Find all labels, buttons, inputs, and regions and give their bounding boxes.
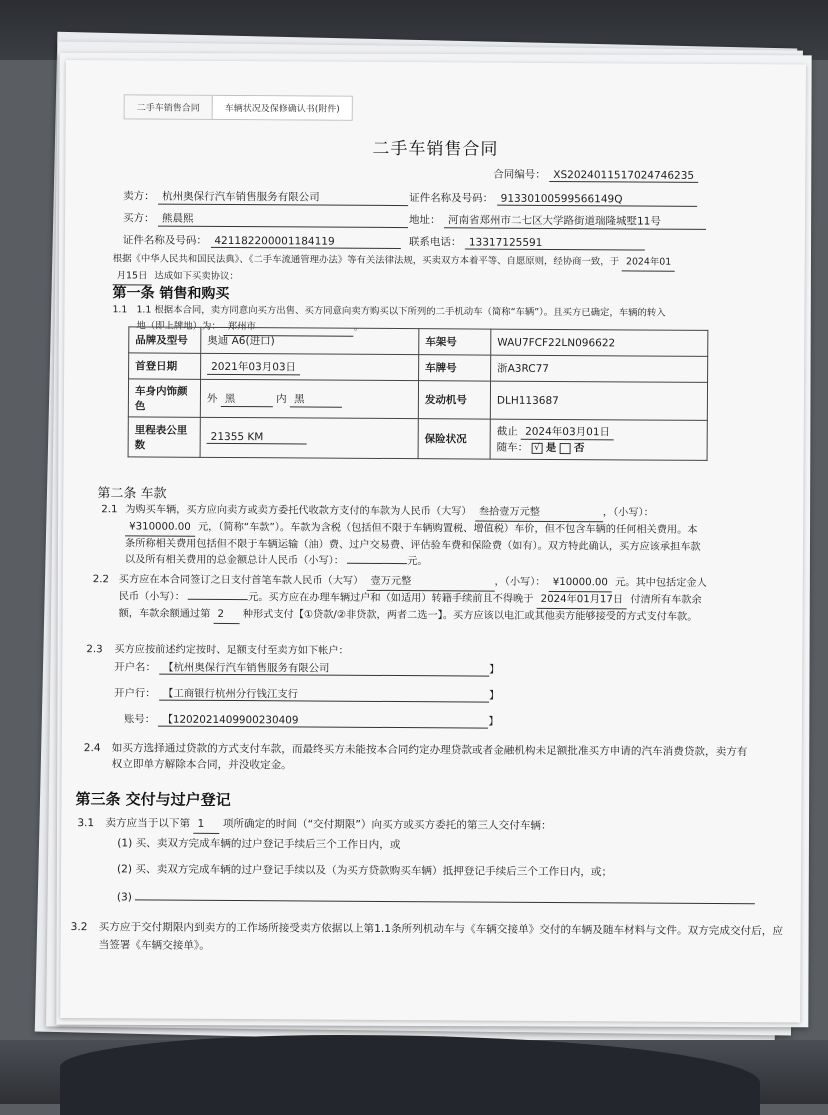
clause-3-2-text: 买方应于交付期限内到卖方的工作场所接受卖方依据以上第1.1条所列机动车与《车辆交接单》交付的车辆及随车材料与文件。双方完成交付后，应当签署《车辆交接单》。 bbox=[98, 921, 783, 952]
buyer-address-row bbox=[409, 212, 706, 230]
account-row bbox=[124, 710, 499, 728]
table-row bbox=[129, 327, 708, 357]
first-payment-words: 壹万元整 bbox=[367, 574, 495, 592]
clause-2-4-number: 2.4 bbox=[83, 742, 101, 755]
clause-2-1-text-d: 元。 bbox=[407, 556, 428, 568]
first-payment-amount: ¥10000.00 bbox=[549, 575, 612, 592]
clause-2-2-text-b: ，（小写）： bbox=[494, 576, 546, 588]
registration-label: 首登日期 bbox=[129, 353, 201, 379]
buyer-row bbox=[123, 210, 408, 228]
seller-cert-value: 91330100599566149Q bbox=[497, 193, 697, 207]
bank-name-label: 开户名： bbox=[114, 661, 156, 674]
clause-2-2-number: 2.2 bbox=[92, 574, 110, 586]
clause-2-1 bbox=[125, 502, 705, 572]
transfer-city: 郑州市 bbox=[224, 319, 354, 337]
section-3-heading: 第三条 交付与过户登记 bbox=[75, 790, 231, 810]
delivery-option-choice: 1 bbox=[193, 815, 219, 834]
checkmark-icon: √ bbox=[534, 442, 540, 453]
interior-prefix: 内 bbox=[276, 392, 287, 405]
seller-cert-row bbox=[409, 190, 697, 207]
contract-number-row bbox=[493, 167, 698, 183]
tab-sales-contract[interactable]: 二手车销售合同 bbox=[125, 95, 212, 119]
bank-branch-label: 开户行： bbox=[114, 687, 156, 700]
preamble-date-day: 月15日 bbox=[113, 268, 152, 285]
clause-3-1-text bbox=[105, 814, 551, 836]
mileage-value: 21355 KM bbox=[207, 431, 307, 445]
clause-2-2 bbox=[119, 572, 709, 627]
vehicle-info-table bbox=[128, 326, 709, 461]
mileage-cell bbox=[200, 417, 418, 458]
insurance-date: 2024年03月01日 bbox=[521, 424, 614, 441]
table-row bbox=[128, 379, 707, 421]
clause-2-2-text-f: 种形式支付【①贷款/②非贷款，两者二选一】。买方应该以电汇或其他卖方能够接受的方式支付车款。 bbox=[242, 609, 698, 623]
registration-date: 2021年03月03日 bbox=[207, 358, 300, 375]
buyer-cert-value: 421182200001184119 bbox=[210, 235, 400, 249]
table-row bbox=[128, 417, 707, 461]
bracket-left: 【 bbox=[162, 687, 174, 700]
yes-label: 是 bbox=[545, 441, 557, 455]
contract-number-value: XS2024011517024746235 bbox=[549, 169, 698, 183]
table-row bbox=[129, 353, 708, 383]
total-with-fees-blank[interactable] bbox=[347, 563, 407, 564]
deposit-blank[interactable] bbox=[188, 599, 248, 600]
final-payment-date: 2024年01月17日 bbox=[537, 592, 628, 610]
interior-color: 黑 bbox=[290, 391, 342, 407]
section-1-heading: 第一条 销售和购买 bbox=[112, 285, 230, 303]
buyer-phone-row bbox=[409, 234, 645, 250]
buyer-name: 熊晨熙 bbox=[158, 211, 408, 229]
clause-2-2-text-c: 元。其中包括定金人民币（小写）： bbox=[118, 577, 707, 603]
bracket-left: 【 bbox=[163, 661, 174, 674]
total-price-amount: ¥310000.00 bbox=[125, 519, 195, 536]
clause-2-2-text-e: 付清所有车款余额，车款余额通过第 bbox=[118, 594, 702, 620]
delivery-option-3-blank[interactable] bbox=[135, 886, 755, 904]
clause-2-1-text-c: 元，（简称“车款”）。车款为含税（包括但不限于车辆购置税、增值税）车价，但不包含车辆的任何相关费用。本条所称相关费用包括但不限于车辆运输（油）费、过户交易费、评估验车费和保险费（如有）。双方特此确认，买方应该承担车款以及所有相关费用的总金额总计人民币（小写）： bbox=[124, 521, 701, 567]
plate-label: 车牌号 bbox=[419, 355, 491, 381]
brand-value: 奥迪 A6(进口) bbox=[201, 327, 419, 354]
bracket-right: 】 bbox=[489, 663, 500, 676]
checkbox-no[interactable] bbox=[560, 443, 571, 454]
section-1-1-text: 1.1 根据本合同，卖方同意向买方出售、买方同意向卖方购买以下所列的二手机动车（简称“车辆”）。且买方已确定，车辆的转入 bbox=[136, 304, 666, 319]
preamble-tail: 达成如下买卖协议： bbox=[154, 270, 239, 283]
delivery-option-3-label: (3) bbox=[116, 891, 132, 904]
clause-2-3-number: 2.3 bbox=[86, 644, 103, 656]
no-label: 否 bbox=[573, 442, 585, 455]
bank-branch-field bbox=[159, 685, 489, 703]
clause-2-1-text-a: 为购买车辆，买方应向卖方或卖方委托代收款方支付的车款为人民币（大写） bbox=[125, 504, 472, 518]
buyer-phone-label: 联系电话： bbox=[408, 236, 462, 249]
section-1-number: 1.1 bbox=[112, 304, 128, 316]
seller-label: 卖方： bbox=[123, 190, 155, 203]
clause-3-2-number: 3.2 bbox=[70, 921, 88, 934]
clause-3-1-text-a: 卖方应当于以下第 bbox=[105, 817, 191, 830]
account-label: 账号： bbox=[123, 713, 156, 726]
buyer-phone-value: 13317125591 bbox=[465, 236, 645, 250]
vin-value: WAU7FCF22LN096622 bbox=[491, 329, 708, 356]
bank-name-value: 杭州奥保行汽车销售服务有限公司 bbox=[173, 661, 330, 675]
clause-2-2-text-d: 元。买方应在办理车辆过户和（如适用）转籍手续前且不得晚于 bbox=[248, 592, 534, 605]
contract-number-label: 合同编号： bbox=[493, 168, 546, 181]
delivery-option-3 bbox=[117, 886, 756, 910]
with-car-label: 随车： bbox=[496, 441, 529, 454]
bank-branch-row bbox=[114, 684, 499, 702]
engine-label: 发动机号 bbox=[418, 381, 490, 419]
checkbox-yes[interactable] bbox=[531, 442, 542, 453]
insurance-prefix: 截止 bbox=[496, 425, 518, 438]
preamble-text: 根据《中华人民共和国民法典》、《二手车流通管理办法》等有关法律法规，买卖双方本着平等、自愿原则，经协商一致，于 bbox=[112, 253, 620, 268]
buyer-address-value: 河南省郑州市二七区大学路街道瑞隆城墅11号 bbox=[444, 212, 706, 230]
section-1-1: 1.1 根据本合同，卖方同意向买方出售、买方同意向卖方购买以下所列的二手机动车（简称“车辆”）。且买方已确定，车辆的转入 地（即上牌地）为： 郑州市 。 bbox=[136, 302, 716, 339]
mileage-label: 里程表公里数 bbox=[128, 417, 200, 457]
clause-2-2-text-a: 买方应在本合同签订之日支付首笔车款人民币（大写） bbox=[118, 574, 364, 587]
registration-cell bbox=[201, 353, 419, 380]
bank-name-field bbox=[159, 659, 489, 677]
seller-cert-label: 证件名称及号码： bbox=[409, 192, 494, 205]
buyer-label: 买方： bbox=[122, 212, 155, 225]
delivery-option-1: (1) 买、卖双方完成车辆的过户登记手续后三个工作日内，或 bbox=[117, 837, 401, 852]
color-label: 车身内饰颜色 bbox=[128, 379, 200, 417]
preamble-date-year: 2024年01 bbox=[622, 254, 675, 271]
exterior-prefix: 外 bbox=[206, 392, 218, 405]
bracket-left: 【 bbox=[162, 713, 173, 726]
seller-row bbox=[123, 188, 408, 206]
tab-vehicle-condition[interactable]: 车辆状况及保修确认书(附件) bbox=[212, 96, 352, 120]
insurance-cell bbox=[490, 419, 707, 460]
insurance-label: 保险状况 bbox=[418, 419, 490, 459]
seller-name: 杭州奥保行汽车销售服务有限公司 bbox=[158, 189, 408, 207]
clause-3-1-number: 3.1 bbox=[77, 817, 95, 830]
color-cell bbox=[200, 379, 418, 418]
bank-branch-value: 工商银行杭州分行钱江支行 bbox=[173, 687, 299, 701]
account-value: 1202021409900230409 bbox=[172, 713, 299, 727]
exterior-color: 黑 bbox=[221, 390, 273, 406]
clause-2-3-text: 买方应按前述约定按时、足额支付至卖方如下帐户： bbox=[114, 644, 349, 657]
contract-title: 二手车销售合同 bbox=[372, 138, 499, 160]
bracket-right: 】 bbox=[488, 689, 500, 702]
contract-page bbox=[60, 60, 806, 1023]
clause-3-1-text-b: 项所确定的时间（“交付期限”）向买方或买方委托的第三人交付车辆： bbox=[222, 817, 552, 832]
section-1-1-text2: 地（即上牌地）为： bbox=[136, 320, 221, 332]
payment-method: 2 bbox=[213, 607, 239, 624]
brand-label: 品牌及型号 bbox=[129, 327, 201, 353]
buyer-address-label: 地址： bbox=[408, 214, 441, 227]
plate-value: 浙A3RC77 bbox=[491, 355, 708, 382]
clause-2-1-text-b: ，（小写）： bbox=[602, 507, 654, 519]
buyer-cert-label: 证件名称及号码： bbox=[122, 234, 207, 247]
clause-2-4-text: 如买方选择通过贷款的方式支付车款，而最终买方未能按本合同约定办理贷款或者金融机构未足额批准买方申请的汽车消费贷款，卖方有权立即单方解除本合同，并没收定金。 bbox=[111, 742, 748, 772]
clause-2-1-number: 2.1 bbox=[101, 504, 118, 516]
buyer-cert-row bbox=[123, 232, 401, 249]
bank-name-row bbox=[114, 658, 499, 676]
bracket-right: 】 bbox=[488, 715, 499, 728]
engine-value: DLH113687 bbox=[490, 381, 707, 420]
account-field bbox=[158, 711, 488, 729]
document-tabs bbox=[124, 94, 353, 120]
vin-label: 车架号 bbox=[419, 329, 491, 355]
delivery-option-2: (2) 买、卖双方完成车辆的过户登记手续以及（为买方贷款购买车辆）抵押登记手续后三个工作日内，或； bbox=[117, 863, 613, 879]
section-2-heading: 第二条 车款 bbox=[97, 486, 167, 502]
total-price-words: 叁拾壹万元整 bbox=[475, 505, 603, 523]
